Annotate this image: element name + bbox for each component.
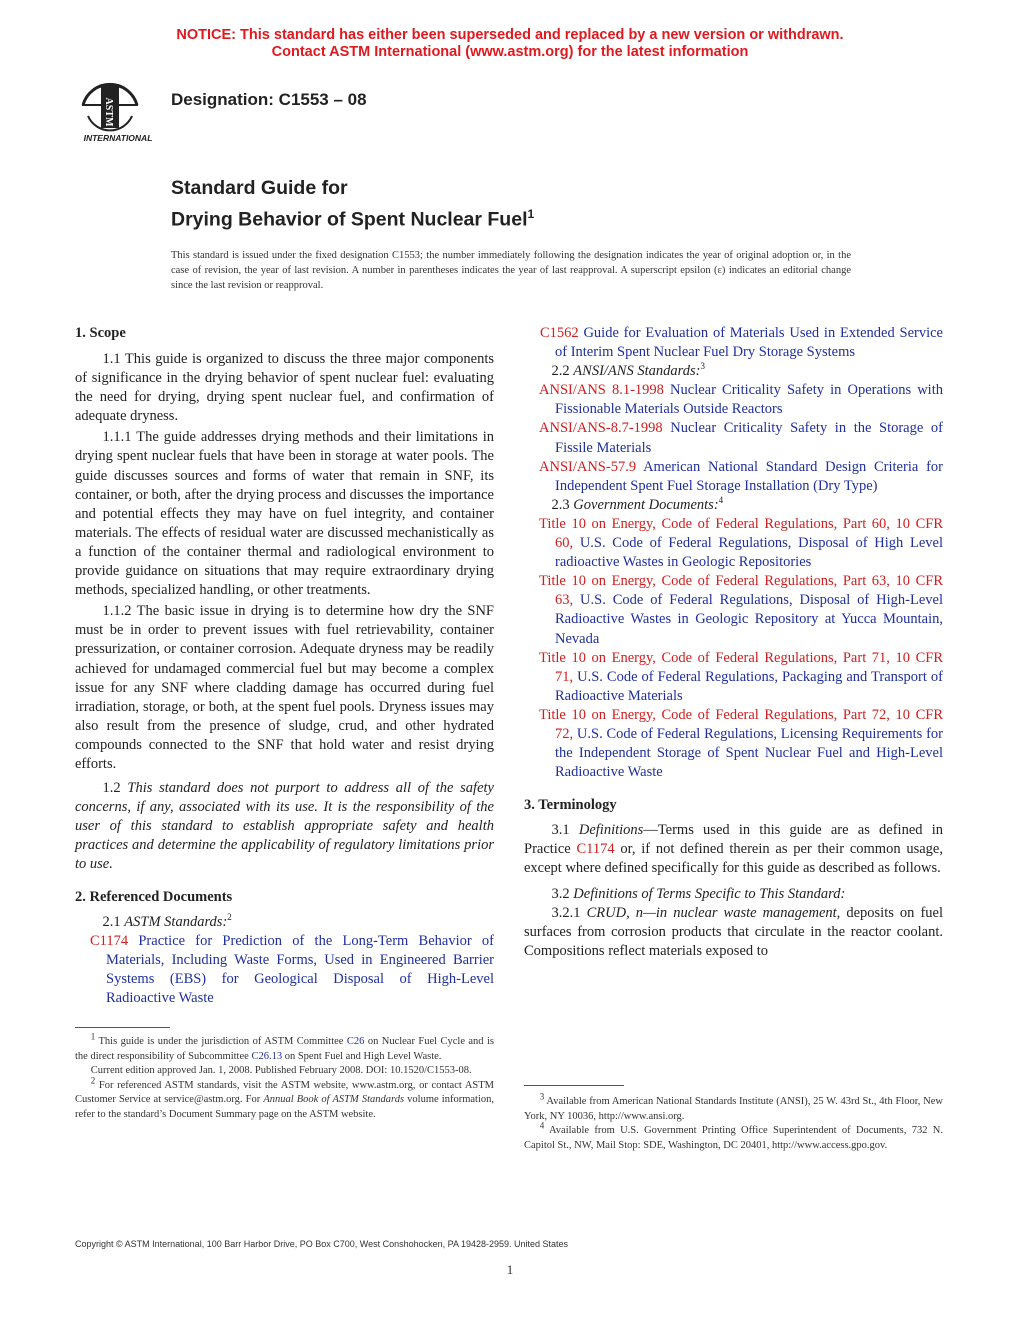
- para-3-2-number: 3.2: [551, 885, 574, 902]
- footnote-3-marker: 3: [539, 1091, 545, 1102]
- footnote-2-marker: 2: [90, 1075, 96, 1085]
- title-footnote-marker: 1: [527, 207, 535, 221]
- ref-10cfr60[interactable]: [524, 515, 943, 572]
- footnote-marker-4: 4: [718, 495, 724, 506]
- para-3-1-text-b: or, if not defined therein as per their common usage, except where defined specifically for this guide as described as follows.: [524, 841, 943, 877]
- astm-standards-label: [75, 913, 494, 932]
- footnotes-left: [75, 1031, 494, 1122]
- para-3-2-1-number: 3.2.1: [551, 904, 587, 921]
- title-text: Drying Behavior of Spent Nuclear Fuel: [171, 208, 528, 231]
- ref-10cfr71[interactable]: [524, 649, 943, 706]
- astm-logo: [74, 78, 162, 144]
- footnote-rule-right: [524, 1085, 624, 1086]
- government-documents-number: 2.3: [551, 496, 574, 513]
- para-1-2: [75, 779, 494, 874]
- footnote-1-text-c: on Spent Fuel and High Level Waste.: [282, 1050, 442, 1062]
- ref-c1562[interactable]: [524, 324, 943, 362]
- ref-c1174[interactable]: [75, 932, 494, 1008]
- left-column: [75, 324, 494, 1008]
- footnote-4: [524, 1120, 943, 1153]
- footnote-2: [75, 1075, 494, 1123]
- ref-10cfr60-title[interactable]: U.S. Code of Federal Regulations, Disposal of High Level radioactive Wastes in Geologic Repositories: [555, 535, 943, 571]
- ref-c1174-code[interactable]: C1174: [90, 932, 129, 949]
- footnotes-right: [524, 1091, 943, 1153]
- withdrawn-notice: [0, 27, 1020, 61]
- para-3-1-label: Definitions: [578, 822, 644, 839]
- designation: Designation: C1553 – 08: [171, 90, 367, 109]
- notice-line-1: NOTICE: This standard has either been superseded and replaced by a new version or withdrawn.: [176, 27, 844, 43]
- footnote-1-marker: 1: [90, 1031, 96, 1042]
- ref-ansi-8-7-title[interactable]: Nuclear Criticality Safety in the Storage of Fissile Materials: [555, 420, 943, 456]
- ref-c1562-code[interactable]: C1562: [540, 325, 579, 341]
- page-number: 1: [506, 1262, 514, 1277]
- link-c26[interactable]: C26: [346, 1036, 365, 1047]
- astm-standards-text: ASTM Standards:: [124, 913, 228, 930]
- footnote-2-text-a: For referenced ASTM standards, visit the ASTM website, www.astm.org, or contact ASTM Customer Service at service@astm.org. For: [75, 1079, 494, 1105]
- para-1-2-number: 1.2: [102, 780, 128, 797]
- para-3-1-number: 3.1: [551, 822, 579, 839]
- para-3-2-1-text: deposits on fuel surfaces from corrosion products that circulate in the reactor coolant. Compositions reflect materials exposed to: [524, 904, 944, 959]
- ref-c1174-title[interactable]: Practice for Prediction of the Long-Term Behavior of Materials, Including Waste Forms, Used in Engineered Barrier Systems (EBS) for Geological Disposal of High-Level Radioactive Waste: [106, 932, 494, 1006]
- logo-letters: ASTM: [103, 97, 114, 127]
- ref-10cfr63-title[interactable]: U.S. Code of Federal Regulations, Disposal of High-Level Radioactive Wastes in Geologic Repository at Yucca Mountain, Nevada: [555, 592, 943, 647]
- footnote-1-text-a: This guide is under the jurisdiction of ASTM Committee: [95, 1036, 347, 1047]
- astm-standards-number: 2.1: [102, 913, 125, 930]
- para-3-1: [524, 821, 943, 878]
- ref-10cfr71-title[interactable]: U.S. Code of Federal Regulations, Packaging and Transport of Radioactive Materials: [555, 668, 943, 704]
- scope-heading: 1. Scope: [75, 325, 126, 341]
- footnote-3-text: Available from American National Standards Institute (ANSI), 25 W. 43rd St., 4th Floor, New York, NY 10036, http://www.ansi.org.: [524, 1096, 943, 1122]
- ref-10cfr72[interactable]: [524, 706, 943, 782]
- ref-ansi-8-7-code[interactable]: ANSI/ANS-8.7-1998: [539, 420, 663, 437]
- para-1-1-1: 1.1.1 The guide addresses drying methods and their limitations in drying spent nuclear fuels that have been in storage at water pools. The guide discusses sources and forms of water that remain in SNF, its container, or both, after the drying process and discusses the importance and potential effects they may have on fuel integrity, and container materials. The effects of residual water are discussed mechanistically as a function of the container thermal and radiological environment to provide guidance on situations that may require extraordinary drying methods, specialized handling, or other treatments.: [75, 429, 494, 599]
- para-3-2-1: [524, 904, 943, 961]
- ref-10cfr60-code[interactable]: Title 10 on Energy, Code of Federal Regulations, Part 60, 10 CFR 60,: [539, 515, 943, 552]
- terminology-heading: 3. Terminology: [524, 797, 617, 814]
- para-1-1-2: 1.1.2 The basic issue in drying is to determine how dry the SNF must be in order to prevent issues with fuel retrievability, container pressurization, or container corrosion. Adequate dryness may be readily achieved for undamaged commercial fuel but may become a complex issue for any SNF where cladding damage has occurred during fuel irradiation, storage, or both, at the spent fuel pools. Dryness issues may also result from the presence of sludge, crud, and other hydrated compounds connected to the SNF that hold water and resist drying efforts.: [75, 603, 494, 772]
- ref-ansi-57-9-code[interactable]: ANSI/ANS-57.9: [539, 458, 637, 475]
- footnote-3: [524, 1091, 943, 1124]
- ref-ansi-57-9[interactable]: [524, 458, 943, 496]
- ref-10cfr72-title[interactable]: U.S. Code of Federal Regulations, Licensing Requirements for the Independent Storage of Spent Nuclear Fuel and High-Level Radioactive Waste: [555, 725, 943, 781]
- footnote-4-marker: 4: [539, 1120, 545, 1131]
- ref-10cfr63[interactable]: [524, 572, 943, 648]
- para-1-1: 1.1 This guide is organized to discuss the three major components of significance in the drying behavior of spent nuclear fuel: evaluating the need for drying, drying spent nuclear fuel, and confirmation of adequate dryness.: [75, 351, 494, 425]
- ref-ansi-57-9-title[interactable]: American National Standard Design Criteria for Independent Spent Fuel Storage Installation (Dry Type): [555, 458, 943, 494]
- ref-10cfr72-code[interactable]: Title 10 on Energy, Code of Federal Regulations, Part 72, 10 CFR 72,: [539, 706, 943, 742]
- refdocs-heading: 2. Referenced Documents: [75, 888, 233, 905]
- para-3-2-1-term: CRUD, n—in nuclear waste management,: [586, 904, 841, 921]
- link-c1174[interactable]: C1174: [576, 841, 615, 858]
- para-1-2-text: This standard does not purport to address all of the safety concerns, if any, associated with its use. It is the responsibility of the user of this standard to establish appropriate safety and health practices and determine the applicability of regulatory limitations prior to use.: [75, 780, 494, 873]
- ref-10cfr63-code[interactable]: Title 10 on Energy, Code of Federal Regulations, Part 63, 10 CFR 63,: [539, 573, 943, 609]
- footnote-1: [75, 1031, 494, 1064]
- title-line-1: Standard Guide for: [171, 177, 348, 199]
- ref-ansi-8-7[interactable]: [524, 419, 943, 457]
- ansi-standards-number: 2.2: [551, 363, 574, 380]
- ref-10cfr71-code[interactable]: Title 10 on Energy, Code of Federal Regulations, Part 71, 10 CFR 71,: [539, 649, 943, 685]
- right-column: [524, 324, 943, 961]
- document-title: [171, 175, 534, 233]
- link-c26-13[interactable]: C26.13: [251, 1050, 283, 1062]
- notice-line-2: Contact ASTM International (www.astm.org) for the latest information: [271, 44, 749, 60]
- footnote-rule-left: [75, 1027, 170, 1028]
- logo-caption: INTERNATIONAL: [83, 133, 153, 143]
- ref-c1562-title[interactable]: Guide for Evaluation of Materials Used in Extended Service of Interim Spent Nuclear Fuel Dry Storage Systems: [555, 325, 943, 361]
- footnote-1-edition: Current edition approved Jan. 1, 2008. Published February 2008. DOI: 10.1520/C1553-08.: [90, 1065, 472, 1076]
- footnote-2-text-b: volume information, refer to the standard’s Document Summary page on the ASTM website.: [75, 1094, 494, 1120]
- ansi-standards-text: ANSI/ANS Standards:: [573, 363, 701, 380]
- title-line-2: [171, 201, 534, 233]
- footnote-2-italic: Annual Book of ASTM Standards: [263, 1094, 405, 1105]
- government-documents-label: [524, 496, 943, 515]
- para-3-1-text-a: —Terms used in this guide are as defined in Practice: [524, 822, 943, 858]
- footnote-marker-3: 3: [700, 361, 705, 372]
- footnote-marker-2: 2: [227, 911, 232, 922]
- ref-ansi-8-1[interactable]: [524, 381, 943, 419]
- ref-ansi-8-1-code[interactable]: ANSI/ANS 8.1-1998: [539, 382, 664, 399]
- para-3-2-label: Definitions of Terms Specific to This Standard:: [573, 885, 846, 902]
- ref-ansi-8-1-title[interactable]: Nuclear Criticality Safety in Operations with Fissionable Materials Outside Reactors: [555, 382, 943, 418]
- footnote-4-text: Available from U.S. Government Printing Office Superintendent of Documents, 732 N. Capitol St., NW, Mail Stop: SDE, Washington, DC 20401, http://www.access.gpo.gov.: [524, 1125, 943, 1151]
- ansi-standards-label: [524, 362, 943, 381]
- issuance-note: This standard is issued under the fixed designation C1553; the number immediately following the designation indicates the year of original adoption or, in the case of revision, the year of last revision. A number in parentheses indicates the year of last reapproval. A superscript epsilon (ε) indicates an editorial change since the last revision or reapproval.: [171, 250, 851, 291]
- footnote-1-text-b: on Nuclear Fuel Cycle and is the direct responsibility of Subcommittee: [75, 1036, 494, 1062]
- para-3-2: [524, 885, 943, 904]
- copyright-footer: Copyright © ASTM International, 100 Barr Harbor Drive, PO Box C700, West Conshohocken, PA 19428-2959. United States: [75, 1239, 569, 1249]
- government-documents-text: Government Documents:: [573, 496, 719, 513]
